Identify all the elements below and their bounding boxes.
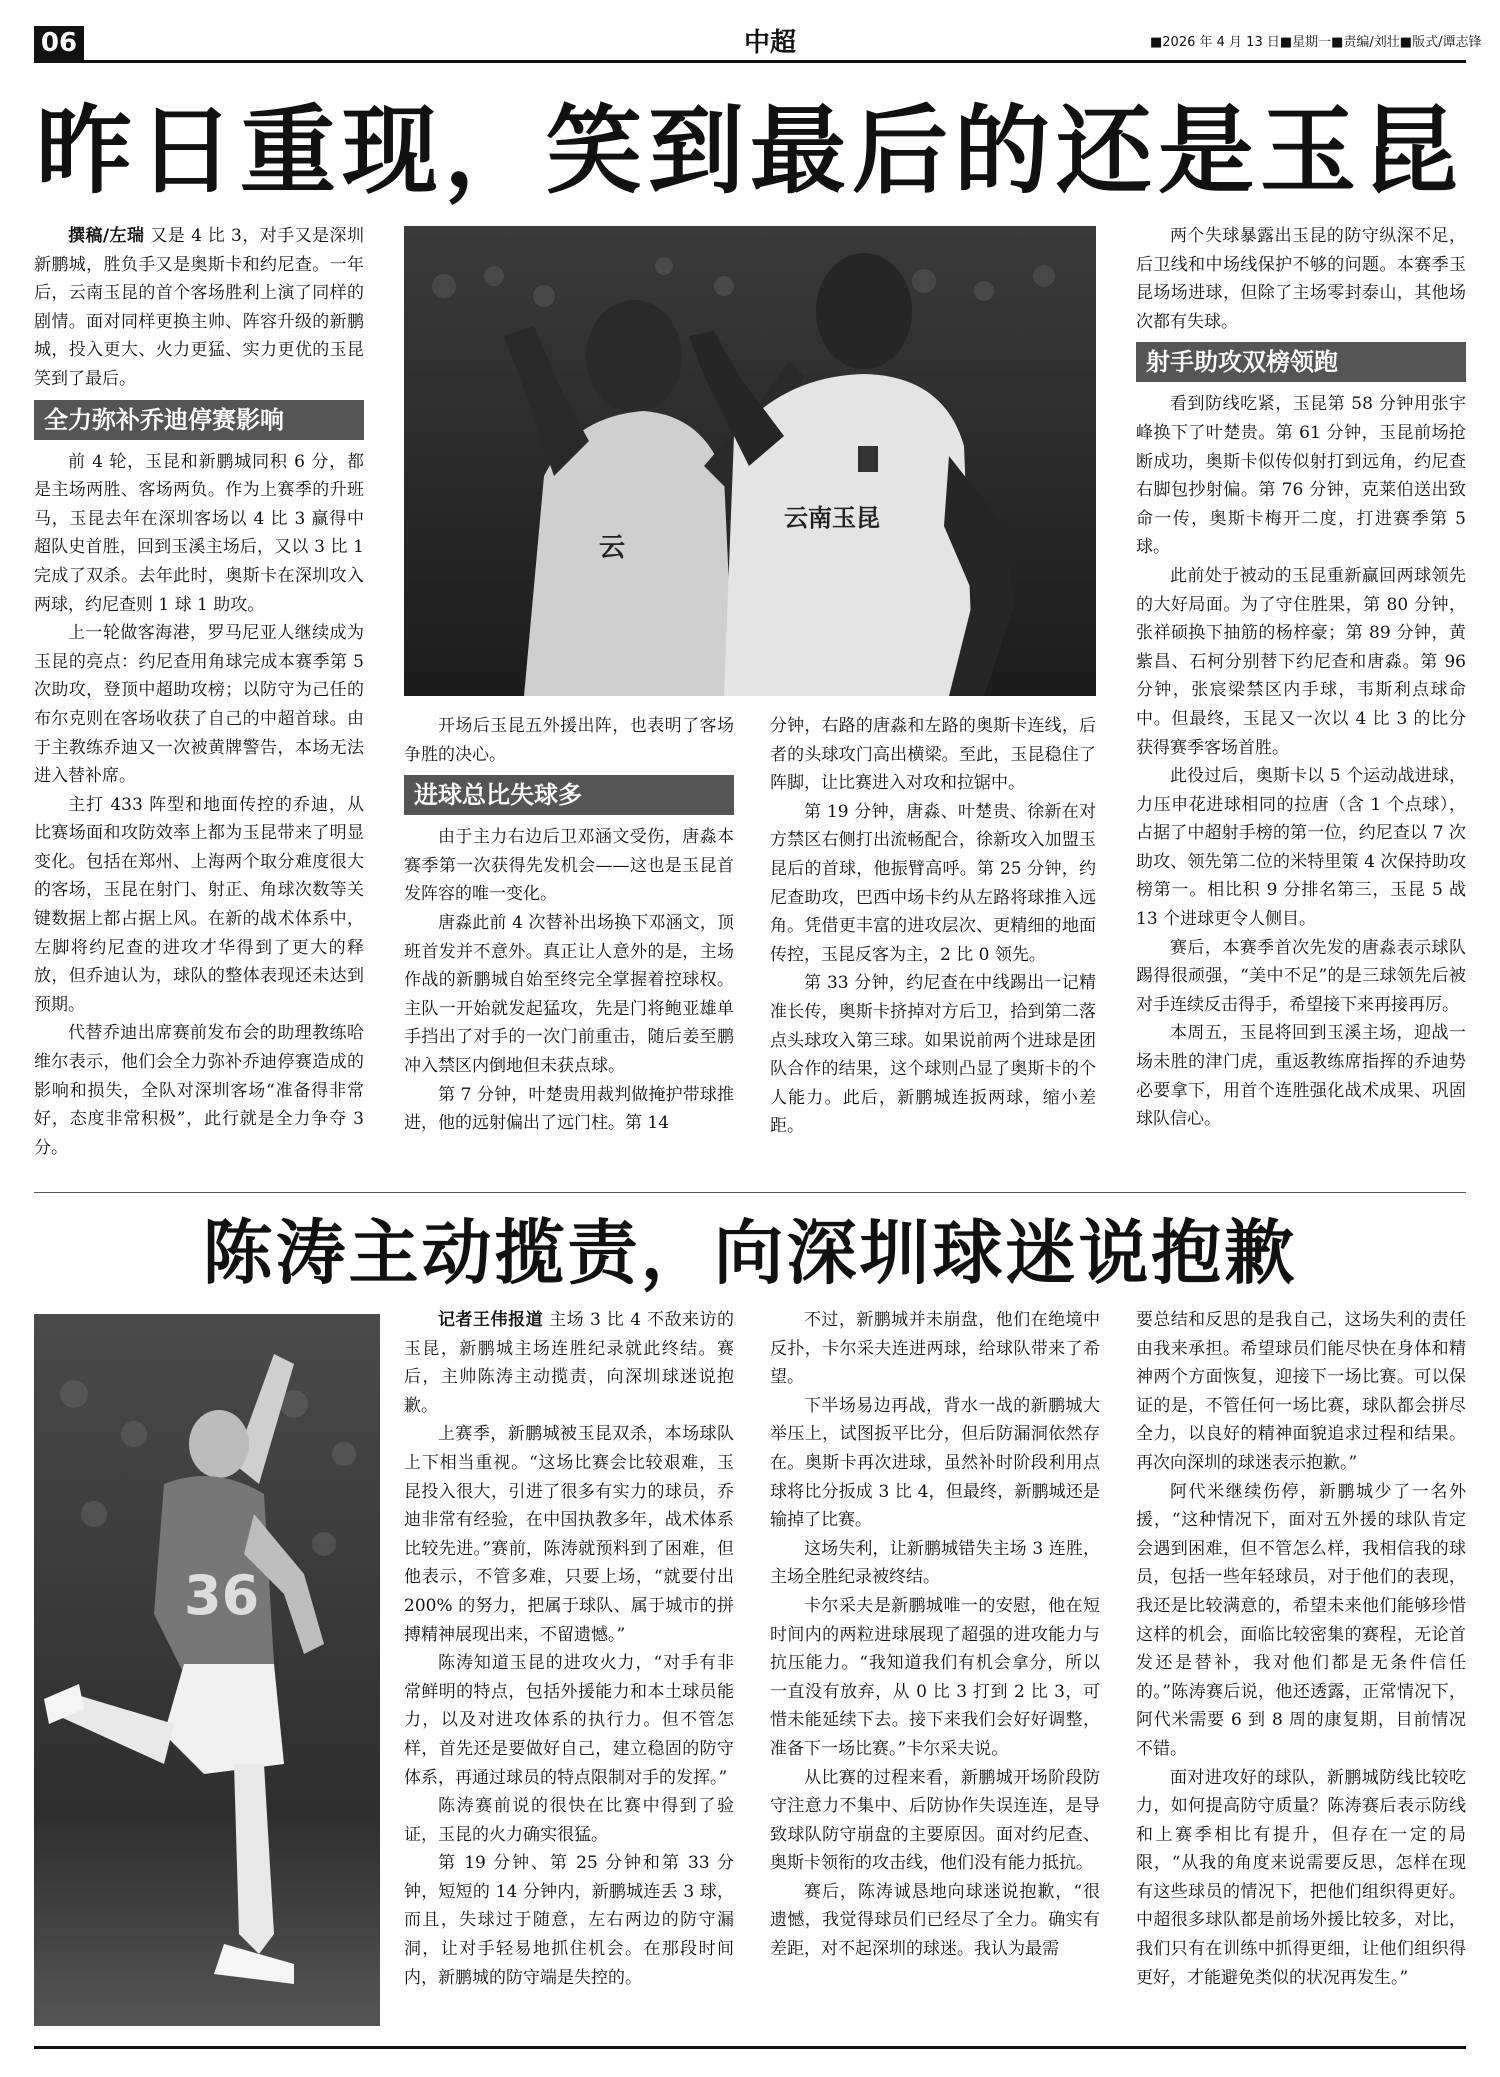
paragraph: 第 33 分钟，约尼查在中线踢出一记精准长传，奥斯卡挤掉对方后卫，拾到第二落点头球攻入第三球。如果说前两个进球是团队合作的结果，这个球则凸显了奥斯卡的个人能力。此后，新鹏城连扳两球，缩小差距。	[770, 973, 1096, 1137]
paragraph: 开场后玉昆五外援出阵，也表明了客场争胜的决心。	[404, 716, 734, 765]
page-number: 06	[34, 26, 84, 60]
paragraph: 看到防线吃紧，玉昆第 58 分钟用张宇峰换下了叶楚贵。第 61 分钟，玉昆前场抢断成功，奥斯卡似传似射打到远角，约尼查右脚包抄射偏。第 76 分钟，克莱伯送出致命一传，奥斯卡梅开二度，打进赛季第 5 球。	[1136, 394, 1466, 558]
paragraph: 代替乔迪出席赛前发布会的助理教练哈维尔表示，他们会全力弥补乔迪停赛造成的影响和损失，全队对深圳客场“准备得非常好，态度非常积极”，此行就是全力争夺 3 分。	[34, 1023, 364, 1158]
paragraph: 面对进攻好的球队，新鹏城防线比较吃力，如何提高防守质量？陈涛赛后表示防线和上赛季相比有提升，但存在一定的局限，“从我的角度来说需要反思，怎样在现有这些球员的情况下，把他们组织得更好。中超很多球队都是前场外援比较多，对比，我们只有在训练中抓得更细，让他们组织得更好，才能避免类似的状况再发生。”	[1136, 1767, 1466, 1988]
paragraph: 赛后，本赛季首次先发的唐淼表示球队踢得很顽强，“美中不足”的是三球领先后被对手连续反击得手，希望接下来再接再厉。	[1136, 937, 1466, 1015]
photo-players-celebrating	[404, 226, 1096, 696]
story1-byline: 撰稿/左瑞	[68, 226, 145, 246]
paragraph: 从比赛的过程来看，新鹏城开场阶段防守注意力不集中、后防协作失误连连，是导致球队防守崩盘的主要原因。面对约尼查、奥斯卡领衔的攻击线，他们没有能力抵抗。	[770, 1767, 1100, 1874]
paragraph: 唐淼此前 4 次替补出场换下邓涵文，顶班首发并不意外。真正让人意外的是，主场作战的新鹏城自始至终完全掌握着控球权。主队一开始就发起猛攻，先是门将鲍亚雄单手挡出了对手的一次门前重击，随后姜至鹏冲入禁区内倒地但未获点球。	[404, 912, 734, 1076]
paragraph: 阿代米继续伤停，新鹏城少了一名外援，“这种情况下，面对五外援的球队肯定会遇到困难，但不管怎么样，我相信我的球员，包括一些年轻球员，对于他们的表现，我还是比较满意的，希望未来他们能够珍惜这样的机会，面临比较密集的赛程，无论首发还是替补，我对他们都是无条件信任的。”陈涛赛后说，他还透露，正常情况下，阿代米需要 6 到 8 周的康复期，目前情况不错。	[1136, 1481, 1466, 1759]
paragraph: 下半场易边再战，背水一战的新鹏城大举压上，试图扳平比分，但后防漏洞依然存在。奥斯卡再次进球，虽然补时阶段利用点球将比分扳成 3 比 4，但最终，新鹏城还是输掉了比赛。	[770, 1395, 1100, 1531]
paragraph: 两个失球暴露出玉昆的防守纵深不足，后卫线和中场线保护不够的问题。本赛季玉昆场场进球，但除了主场零封泰山，其他场次都有失球。	[1136, 226, 1466, 332]
story2-byline: 记者王伟报道	[438, 1310, 544, 1330]
paragraph: 要总结和反思的是我自己，这场失利的责任由我来承担。希望球员们能尽快在身体和精神两个方面恢复，迎接下一场比赛。可以保证的是，不管任何一场比赛，球队都会拼尽全力，以良好的精神面貌追求过程和结果。再次向深圳的球迷表示抱歉。”	[1136, 1310, 1466, 1473]
paragraph: 赛后，陈涛诚恳地向球迷说抱歉，“很遗憾，我觉得球员们已经尽了全力。确实有差距，对不起深圳的球迷。我认为最需	[770, 1881, 1100, 1960]
paragraph: 陈涛赛前说的很快在比赛中得到了验证，玉昆的火力确实很猛。	[404, 1796, 734, 1845]
story1-column-4	[1136, 222, 1466, 1134]
headline-story2: 陈涛主动揽责，向深圳球迷说抱歉	[202, 1212, 1298, 1294]
headline-story1: 昨日重现，笑到最后的还是玉昆	[36, 95, 1464, 207]
story1-column-2	[404, 712, 734, 1138]
story-divider	[34, 1192, 1466, 1193]
story1-column-1	[34, 222, 364, 1162]
photo-players-celebrating-image	[404, 226, 1096, 696]
section-title: 中超	[743, 28, 796, 58]
story1-column-3	[770, 712, 1096, 1141]
story2-lead: 记者王伟报道 主场 3 比 4 不敌来访的玉昆，新鹏城主场连胜纪录就此终结。赛后，主帅陈涛主动揽责，向深圳球迷说抱歉。	[404, 1310, 735, 1416]
paragraph: 前 4 轮，玉昆和新鹏城同积 6 分，都是主场两胜、客场两负。作为上赛季的升班马，玉昆去年在深圳客场以 4 比 3 赢得中超队史首胜，回到玉溪主场后，又以 3 比 1 完成了双杀。去年此时，奥斯卡在深圳攻入两球，约尼查则 1 球 1 助攻。	[34, 451, 364, 615]
paragraph: 第 7 分钟，叶楚贵用裁判做掩护带球推进，他的远射偏出了远门柱。第 14	[404, 1084, 734, 1134]
svg-text:云南玉昆: 云南玉昆	[784, 504, 880, 532]
bottom-rule	[34, 2046, 1466, 2049]
svg-text:云: 云	[599, 533, 626, 563]
paragraph: 卡尔采夫是新鹏城唯一的安慰，他在短时间内的两粒进球展现了超强的进攻能力与抗压能力。“我知道我们有机会拿分，所以一直没有放弃，从 0 比 3 打到 2 比 3，可惜未能延续下去。接下来我们会好好调整，准备下一场比赛。”卡尔采夫说。	[770, 1595, 1100, 1759]
dateline: ■2026 年 4 月 13 日■星期一■责编/刘壮■版式/谭志锋	[1150, 35, 1482, 50]
paragraph: 由于主力右边后卫邓涵文受伤，唐淼本赛季第一次获得先发机会——这也是玉昆首发阵容的唯一变化。	[404, 827, 734, 905]
story2-column-2	[770, 1306, 1100, 1964]
paragraph: 此役过后，奥斯卡以 5 个运动战进球，力压申花进球相同的拉唐（含 1 个点球），占据了中超射手榜的第一位，约尼查以 7 次助攻、领先第二位的米特里策 4 次保持助攻榜第一。相比积 9 分排名第三，玉昆 5 战 13 个进球更令人侧目。	[1136, 766, 1466, 930]
paragraph: 第 19 分钟、第 25 分钟和第 33 分钟，短短的 14 分钟内，新鹏城连丢 3 球，而且，失球过于随意，左右两边的防守漏洞，让对手轻易地抓住机会。在那段时间内，新鹏城的防守端是失控的。	[404, 1853, 734, 1988]
paragraph: 此前处于被动的玉昆重新赢回两球领先的大好局面。为了守住胜果，第 80 分钟，张祥硕换下抽筋的杨梓豪；第 89 分钟，黄紫昌、石柯分别替下约尼查和唐淼。第 96 分钟，张宸梁禁区内手球，韦斯利点球命中。但最终，玉昆又一次以 4 比 3 的比分获得赛季客场首胜。	[1136, 565, 1466, 758]
paragraph: 本周五，玉昆将回到玉溪主场，迎战一场未胜的津门虎，重返教练席指挥的乔迪势必要拿下，用首个连胜强化战术成果、巩固球队信心。	[1136, 1023, 1466, 1130]
story2-column-1	[404, 1306, 734, 1992]
subhead-3: 射手助攻双榜领跑	[1136, 342, 1466, 382]
paragraph: 主打 433 阵型和地面传控的乔迪，从比赛场面和攻防效率上都为玉昆带来了明显变化。包括在郑州、上海两个取分难度很大的客场，玉昆在射门、射正、角球次数等关键数据上都占据上风。在新的战术体系中，左脚将约尼查的进攻才华得到了更大的释放，但乔迪认为，球队的整体表现还未达到预期。	[34, 794, 364, 1015]
story1-lead: 撰稿/左瑞 又是 4 比 3，对手又是深圳新鹏城，胜负手又是奥斯卡和约尼查。一年后，云南玉昆的首个客场胜利上演了同样的剧情。面对同样更换主帅、阵容升级的新鹏城，投入更大、火力更猛、实力更优的玉昆笑到了最后。	[34, 226, 365, 389]
paragraph: 分钟，右路的唐淼和左路的奥斯卡连线，后者的头球攻门高出横梁。至此，玉昆稳住了阵脚，让比赛进入对攻和拉锯中。	[770, 716, 1096, 794]
photo-player-kicking-image	[34, 1314, 380, 2026]
paragraph: 陈涛知道玉昆的进攻火力，“对手有非常鲜明的特点，包括外援能力和本土球员能力，以及对进攻体系的执行力。但不管怎样，首先还是要做好自己，建立稳固的防守体系，再通过球员的特点限制对手的发挥。”	[404, 1653, 734, 1788]
svg-text:36: 36	[184, 1564, 260, 1627]
subhead-1: 全力弥补乔迪停赛影响	[34, 400, 364, 440]
paragraph: 上赛季，新鹏城被玉昆双杀，本场球队上下相当重视。“这场比赛会比较艰难，玉昆投入很大，引进了很多有实力的球员，乔迪非常有经验，在中国执教多年，战术体系比较先进。”赛前，陈涛就预料到了困难，但他表示，不管多难，只要上场，“就要付出 200% 的努力，把属于球队、属于城市的拼搏精神展现出来，不留遗憾。”	[404, 1424, 734, 1645]
paragraph: 上一轮做客海港，罗马尼亚人继续成为玉昆的亮点：约尼查用角球完成本赛季第 5 次助攻，登顶中超助攻榜；以防守为己任的布尔克则在客场收获了自己的中超首球。由于主教练乔迪又一次被黄牌警告，本场无法进入替补席。	[34, 623, 364, 787]
paragraph: 这场失利，让新鹏城错失主场 3 连胜，主场全胜纪录被终结。	[770, 1538, 1100, 1588]
subhead-2: 进球总比失球多	[404, 775, 734, 815]
paragraph: 不过，新鹏城并未崩盘，他们在绝境中反扑，卡尔采夫连进两球，给球队带来了希望。	[770, 1310, 1100, 1388]
paragraph: 第 19 分钟，唐淼、叶楚贵、徐新在对方禁区右侧打出流畅配合，徐新攻入加盟玉昆后的首球，他振臂高呼。第 25 分钟，约尼查助攻，巴西中场卡约从左路将球推入远角。凭借更丰富的进攻层次、更精细的地面传控，玉昆反客为主，2 比 0 领先。	[770, 801, 1096, 965]
photo-player-kicking	[34, 1314, 380, 2026]
story2-column-3	[1136, 1306, 1466, 1992]
